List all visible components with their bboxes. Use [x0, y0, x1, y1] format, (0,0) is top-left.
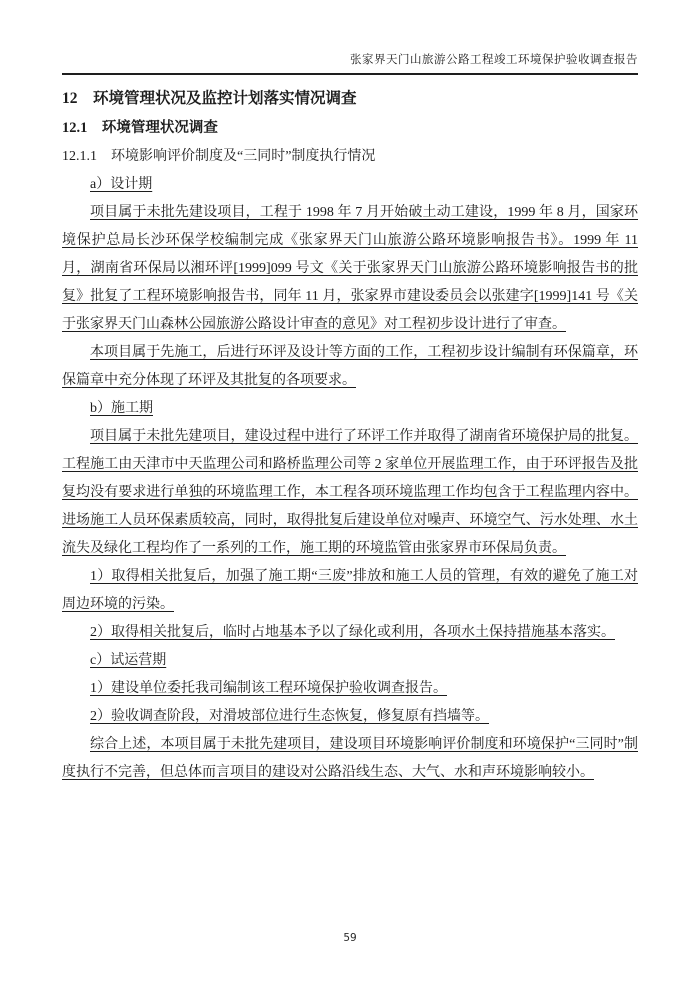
list-item-construction-2: 2）取得相关批复后，临时占地基本予以了绿化或利用，各项水土保持措施基本落实。: [90, 625, 615, 640]
page-header: [62, 0, 638, 75]
paragraph-design-period-1: 项目属于未批先建设项目，工程于 1998 年 7 月开始破土动工建设，1999 年 8 月，国家环境保护总局长沙环保学校编制完成《张家界天门山旅游公路环境影响报告书》。1999 年 11 月，湖南省环保局以湘环评[1999]099 号文《关于张家界天门山旅游公路环境影响报告书的批复》批复了工程环境影响报告书，同年 11 月，张家界市建设委员会以张建字[1999]141 号《关于张家界天门山森林公园旅游公路设计审查的意见》对工程初步设计进行了审查。: [62, 205, 638, 332]
list-item-trial-2: 2）验收调查阶段，对滑坡部位进行生态恢复，修复原有挡墙等。: [90, 709, 489, 724]
page-footer: [0, 932, 700, 944]
section-heading-12-1-1: 12.1.1 环境影响评价制度及“三同时”制度执行情况: [62, 149, 376, 164]
paragraph-design-period-2: 本项目属于先施工，后进行环评及设计等方面的工作，工程初步设计编制有环保篇章，环保篇章中充分体现了环评及其批复的各项要求。: [62, 345, 638, 388]
list-item-trial-1: 1）建设单位委托我司编制该工程环境保护验收调查报告。: [90, 681, 447, 696]
subheading-trial-operation-period: c）试运营期: [90, 653, 167, 668]
report-title-header: 张家界天门山旅游公路工程竣工环境保护验收调查报告: [350, 54, 638, 66]
page-content: [62, 75, 638, 787]
paragraph-conclusion: 综合上述，本项目属于未批先建项目，建设项目环境影响评价制度和环境保护“三同时”制度执行不完善，但总体而言项目的建设对公路沿线生态、大气、水和声环境影响较小。: [62, 737, 638, 780]
paragraph-construction-period: 项目属于未批先建项目，建设过程中进行了环评工作并取得了湖南省环境保护局的批复。工程施工由天津市中天监理公司和路桥监理公司等 2 家单位开展监理工作，由于环评报告及批复均没有要求进行单独的环境监理工作，本工程各项环境监理工作均包含于工程监理内容中。进场施工人员环保素质较高，同时，取得批复后建设单位对噪声、环境空气、污水处理、水土流失及绿化工程均作了一系列的工作，施工期的环境监管由张家界市环保局负责。: [62, 429, 638, 556]
section-heading-12: 12 环境管理状况及监控计划落实情况调查: [62, 90, 357, 107]
page-number: 59: [343, 932, 357, 944]
list-item-construction-1: 1）取得相关批复后，加强了施工期“三废”排放和施工人员的管理，有效的避免了施工对周边环境的污染。: [62, 569, 638, 612]
section-heading-12-1: 12.1 环境管理状况调查: [62, 120, 218, 136]
subheading-construction-period: b）施工期: [90, 401, 153, 416]
subheading-design-period: a）设计期: [90, 177, 153, 192]
